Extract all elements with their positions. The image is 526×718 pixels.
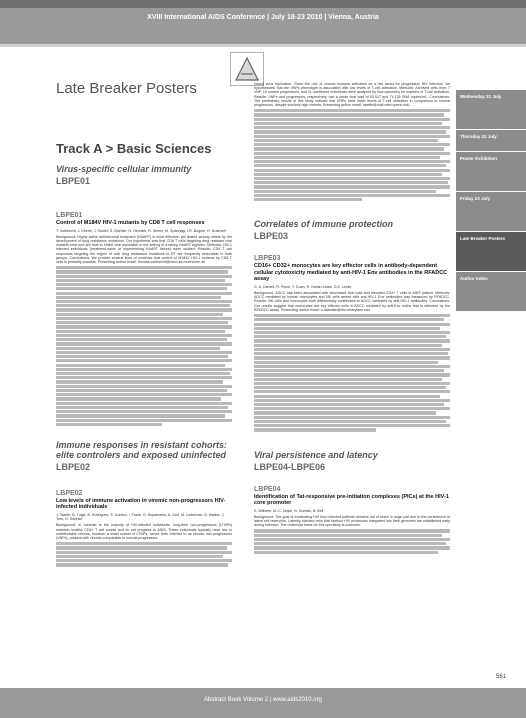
text-line: [56, 380, 223, 383]
section-title: Immune responses in resistant cohorts: elite controlers and exposed uninfected: [56, 439, 228, 460]
text-line: [254, 344, 442, 347]
text-line: [254, 390, 450, 393]
abstract-title: Identification of Tat-responsive pre-initiation complexes (PICs) at the HIV-1 core promoter: [254, 493, 449, 507]
text-line: [254, 190, 436, 193]
text-line: [56, 542, 232, 545]
text-line: [56, 364, 225, 367]
section-block: [56, 440, 232, 472]
text-line: [254, 538, 450, 541]
text-line: [254, 194, 450, 197]
section-block: [254, 450, 450, 472]
text-line: [56, 283, 232, 286]
text-line: [254, 147, 444, 150]
abstract-body: Background: The goal of eradicating HIV from infected patients remains out of reach in large part due to the persistence of latent cell reservoirs. Latently infected cells that harbour HIV proviruses integrated into their genomes are established early during infection. The molecular basis for this specificity is unknown.: [254, 514, 450, 528]
text-line: [56, 275, 232, 278]
text-line: [254, 403, 444, 406]
left-column: [56, 80, 232, 568]
abstract-authors: E. Wilhelm, M.-C. Doyle, N. Dumais, B. Bell: [254, 508, 324, 513]
page-number: 561: [496, 674, 507, 680]
text-line: [254, 185, 450, 188]
text-line: [56, 546, 227, 549]
sidebar-item-author-index[interactable]: Author Index: [456, 272, 526, 312]
abstract-authors: T. Vollbrecht, J. Eberle, J. Roider, S. Buehler, N. Hennich, R. Sitmer, M. Spannagl, I.R. Bogner, R. Draenert: [56, 228, 226, 233]
abstract-body: Background: In contrast to the majority of HIV-infected individuals, long-term non-progressors (LTNPs) maintain healthy CD4+ T cell counts and do not progress to AIDS. These individuals typically have low or undetectable viremia, however a small subset of LTNPs, hence forth referred to as viremic non-progressors (VNPs), present with viremia comparable to normal progressors.: [56, 523, 232, 540]
abstract-code: LBPE02: [56, 489, 83, 497]
text-line: [56, 402, 232, 405]
text-line: [56, 317, 232, 320]
abstract-code: LBPE04: [254, 485, 281, 493]
text-line: [254, 348, 450, 351]
sidebar-item-wednesday[interactable]: Wednesday 21 July: [456, 90, 526, 130]
text-line: [56, 551, 232, 554]
text-line: [56, 423, 162, 426]
text-line: [56, 563, 228, 566]
sidebar-item-friday[interactable]: Friday 23 July: [456, 192, 526, 232]
abstract-text-lines: [254, 314, 450, 432]
sidebar-item-thursday[interactable]: Thursday 22 July: [456, 130, 526, 152]
text-line: [254, 428, 376, 431]
text-line: [56, 372, 230, 375]
text-line: [56, 359, 232, 362]
conference-title: XVIII International AIDS Conference | July 18-23 2010 | Vienna, Austria: [147, 14, 379, 21]
text-line: [254, 365, 450, 368]
text-line: [254, 118, 450, 121]
text-line: [56, 325, 232, 328]
text-line: [254, 139, 438, 142]
text-line: [56, 330, 225, 333]
abstract-title: Low levels of immune activation in viremic non-progressors HIV-infected individuals: [56, 497, 226, 511]
abstract-text-lines: [254, 109, 450, 201]
text-line: [56, 304, 230, 307]
text-line: [56, 296, 221, 299]
abstract: [254, 486, 450, 554]
text-line: [254, 126, 450, 129]
text-line: [254, 113, 444, 116]
text-line: [254, 378, 442, 381]
text-line: [254, 156, 440, 159]
text-line: [56, 414, 225, 417]
text-line: [254, 352, 448, 355]
abstract-body: Background: Highly active antiretroviral treatment (HAART) is most effective, yet limited among others by the development of drug resistance mutations. Our hypothesis was that CD8 T cells targeting drug resistant viral mutants exist and are able to inhibit viral replication in the setting of a failing HAART regimen. Methods: HIV-1 infected individuals (treatment-naive or experiencing HAART failure) were studied. Results: CD8 T cell responses targeting the region of viral drug resistance mutations in RT are frequently detectable in both groups. Conclusions: We provide several lines of evidence that control of M184V HIV-1 mutants by CD8 T cells is probably possible. Presenting author email: thomas.vollbrecht@med.uni-muenchen.de: [56, 234, 232, 264]
text-line: [254, 109, 450, 112]
sidebar-item-late-breaker-posters[interactable]: Late Breaker Posters: [456, 232, 526, 272]
text-line: [56, 270, 228, 273]
text-line: [56, 347, 220, 350]
abstract-body: robust virus replication. Given the role of chronic immune activation as a risk factor for progressive HIV infection, we hypothesized that the VNPs phenotype is associated with low levels of T-cell activation. Methods: Archived cells from 7 VNP, 10 normal progressors, and 11 uninfected individuals were analyzed by flow cytometry for markers of T-cell activation. Results: VNPs and progressors, respectively, had a mean viral load of 53,517 and 74,135 RNA copies/mL. Conclusions: The preliminary results of this study indicate that VNPs have lower levels of T-cell activation in comparison to normal progressors, despite similarly high viremia. Presenting author email: bwelfe@mail.med.upenn.edu: [254, 82, 450, 108]
text-line: [254, 314, 450, 317]
abstract: [56, 490, 232, 567]
text-line: [254, 542, 446, 545]
text-line: [56, 351, 232, 354]
text-line: [254, 323, 450, 326]
section-title: Virus-specific cellular immunity: [56, 164, 192, 174]
text-line: [56, 397, 221, 400]
text-line: [254, 373, 450, 376]
page-footer: [0, 688, 526, 718]
text-line: [56, 376, 232, 379]
text-line: [56, 559, 232, 562]
right-column: [254, 80, 450, 555]
section-block: [254, 219, 450, 241]
text-line: [56, 410, 232, 413]
sidebar-item-poster-exhibition[interactable]: Poster Exhibition: [456, 152, 526, 192]
text-line: [56, 279, 225, 282]
text-line: [254, 386, 446, 389]
abstract-authors: G. A. Dames, R. Pinos, Y. Guan, R. Kamin-Lewis, G.K. Lewis: [254, 284, 352, 289]
section-code: LBPE02: [56, 461, 91, 472]
section-block: [56, 164, 232, 186]
text-line: [254, 331, 450, 334]
text-line: [254, 327, 440, 330]
text-line: [254, 546, 450, 549]
abstract: [56, 212, 232, 426]
text-line: [254, 135, 450, 138]
conference-header: [0, 0, 526, 44]
text-line: [254, 339, 450, 342]
abstract-code: LBPE03: [254, 255, 281, 263]
text-line: [254, 198, 362, 201]
text-line: [56, 419, 232, 422]
header-strip: [0, 0, 526, 8]
text-line: [56, 287, 227, 290]
text-line: [56, 334, 232, 337]
text-line: [254, 152, 450, 155]
text-line: [56, 300, 232, 303]
text-line: [254, 416, 450, 419]
text-line: [56, 355, 228, 358]
text-line: [254, 424, 450, 427]
text-line: [254, 369, 444, 372]
text-line: [254, 164, 446, 167]
text-line: [254, 411, 436, 414]
text-line: [254, 407, 450, 410]
abstract-code: LBPE01: [56, 212, 83, 219]
text-line: [56, 406, 228, 409]
text-line: [56, 338, 227, 341]
abstract-text-lines: [56, 266, 232, 426]
text-line: [254, 529, 450, 532]
abstract-text-lines: [254, 529, 450, 553]
text-line: [254, 173, 442, 176]
text-line: [254, 130, 446, 133]
text-line: [56, 393, 232, 396]
text-line: [254, 122, 442, 125]
header-divider: [0, 44, 526, 47]
text-line: [254, 356, 450, 359]
text-line: [254, 318, 444, 321]
text-line: [56, 313, 223, 316]
text-line: [254, 551, 438, 554]
text-line: [56, 266, 232, 269]
text-line: [56, 389, 227, 392]
abstract-text-lines: [56, 542, 232, 566]
text-line: [254, 160, 450, 163]
text-line: [254, 382, 450, 385]
abstract-body: Background: ADCC has been associated with decreased viral load and elevated CD4+ T cells in AIDS patient. Methods: ADCC mediated by human monocytes and NK cells armed with anti-HIV-1 Env antibodies was measured by RFADCC. Results: NK cells and monocytes both differentially contributed to ADCC mediated by anti-HIV-1 antibodies. Conclusions: Our results suggest that monocytes are key effector cells in ADCC mediated by anti-Env mAbs that is detected by the RFADCC assay. Presenting author email: s.adamian@ihv.umaryland.edu: [254, 291, 450, 312]
text-line: [254, 399, 450, 402]
text-line: [254, 395, 440, 398]
text-line: [56, 368, 232, 371]
section-title: Correlates of immune protection: [254, 219, 394, 230]
abstract-continued: [254, 82, 450, 201]
text-line: [254, 177, 450, 180]
text-line: [254, 534, 442, 537]
text-line: [56, 308, 232, 311]
text-line: [254, 335, 446, 338]
text-line: [56, 342, 232, 345]
section-code: LBPE01: [56, 176, 91, 186]
section-title: Viral persistence and latency: [254, 449, 378, 460]
abstract-title: CD16+ CD32+ monocytes are key effector cells in antibody-dependent cellular cytotoxicity mediated by anti-HIV-1 Env antibodies in the RFADCC assay: [254, 263, 448, 283]
section-code: LBPE03: [254, 231, 289, 242]
abstract: [254, 255, 450, 431]
footer-text: Abstract Book Volume 2 | www.aids2010.org: [204, 697, 322, 703]
text-line: [254, 143, 450, 146]
abstract-title: Control of M184V HIV-1 mutants by CD8 T cell responses: [56, 220, 205, 226]
text-line: [254, 181, 448, 184]
text-line: [56, 292, 232, 295]
page-title: Late Breaker Posters: [56, 80, 197, 97]
section-code: LBPE04-LBPE06: [254, 461, 326, 472]
text-line: [254, 169, 450, 172]
text-line: [56, 321, 228, 324]
track-title: Track A > Basic Sciences: [56, 141, 212, 156]
text-line: [254, 361, 438, 364]
text-line: [56, 555, 223, 558]
sidebar: [456, 90, 526, 648]
abstract-authors: J. Tsarfin, B. Tulge, B. Rodriguez, S. Gordon, I. Frank, O. Ropaments, A. Gorf, M. Lederman, B. Walker, C. Toro, G. Silvestri: [56, 512, 226, 522]
text-line: [56, 385, 232, 388]
text-line: [254, 420, 446, 423]
